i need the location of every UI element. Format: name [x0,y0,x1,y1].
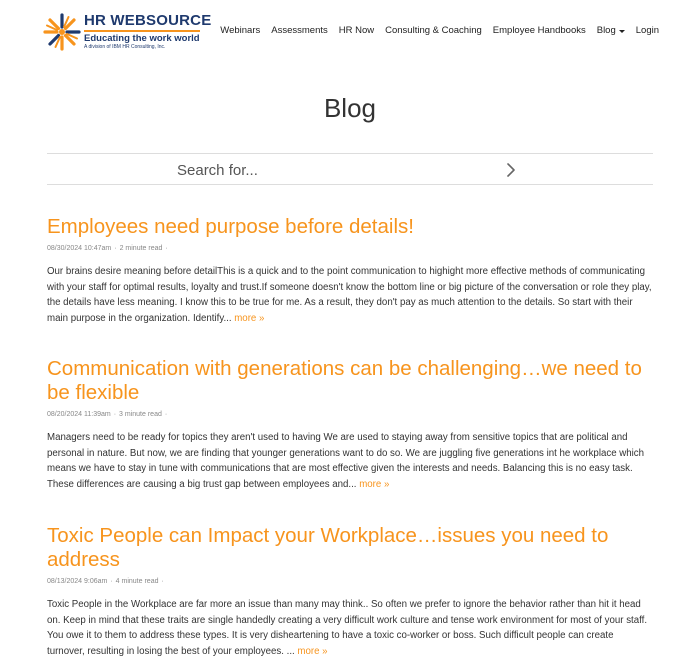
post-title-link[interactable]: Employees need purpose before details! [47,215,414,238]
blog-post [47,215,653,326]
post-meta [47,244,653,254]
nav-label: Webinars [220,25,261,36]
blog-post [47,357,653,492]
nav-label: Blog [596,25,616,36]
post-title-link[interactable]: Communication with generations can be challenging…we need to be flexible [47,357,642,404]
search-bar [47,153,653,185]
logo-subtitle: A division of IBM HR Consulting, Inc. [84,44,166,50]
logo-tagline: Educating the work world [84,33,200,44]
post-read-time: 3 minute read [119,411,162,418]
post-meta [47,577,653,587]
more-link[interactable]: more » [359,478,390,490]
site-logo[interactable] [42,12,212,52]
nav-assessments[interactable] [271,25,328,36]
starburst-logo-icon [42,12,82,52]
excerpt-text: Managers need to be ready for topics they aren't used to having We are used to staying away from sensitive topics that are political and personal in nature. But now, we are finding that younger generations want to do so. We are juggling five generations int he workplace which means we have to stay in tune with communications that are most effective given the interests and needs. Balancing this is no easy task. These differences are causing a big trust gap between employees and... [47,432,645,490]
main-nav [209,25,659,36]
logo-underline [84,30,200,32]
nav-label: Employee Handbooks [492,25,586,36]
blog-post [47,524,653,659]
post-date: 08/13/2024 9:06am [47,578,108,585]
meta-separator: · [113,411,117,418]
nav-login[interactable] [636,25,659,36]
nav-hr-now[interactable] [339,25,374,36]
nav-label: HR Now [338,25,375,36]
meta-separator: · [165,245,168,252]
caret-down-icon [619,30,625,33]
post-excerpt [47,430,653,492]
nav-label: Login [635,25,659,36]
page-title: Blog [323,93,377,123]
excerpt-text: Toxic People in the Workplace are far more an issue than many may think.. So often we prefer to ignore the behavior rather than hit it head on. Keep in mind that these traits are single handedly creating a very difficult work culture and tense work environment for most of your staff. You owe it to them to address these types. It is very disheartening to have a toxic co-worker or boss. Such difficult people can create turnover, resulting in losing the best of your employees. ... [47,599,648,657]
post-date: 08/20/2024 11:39am [47,411,111,418]
nav-label: Consulting & Coaching [385,25,482,36]
chevron-right-icon[interactable] [503,161,519,179]
meta-separator: · [164,411,168,418]
meta-separator: · [110,578,113,585]
post-meta [47,410,653,420]
nav-blog-dropdown[interactable] [597,25,625,36]
post-read-time: 2 minute read [119,245,163,252]
logo-text [84,12,211,51]
meta-separator: · [114,245,117,252]
meta-separator: · [161,578,164,585]
nav-consulting-coaching[interactable] [385,25,482,36]
excerpt-text: Our brains desire meaning before detailThis is a quick and to the point communication to highight more effective methods of communicating with your staff for optimal results, loyalty and trust.If someone doesn't know the bottom line or big picture of the conversation or role they play, the details have less meaning. I know this to be true for me. As a result, they don't pay as much attention to the details. So start with their main purpose in the organization. Identify... [47,266,652,324]
more-link[interactable]: more » [234,312,265,324]
post-title-link[interactable]: Toxic People can Impact your Workplace…issues you need to address [47,524,609,571]
nav-label: Assessments [271,25,328,36]
logo-title: HR WEBSOURCE [84,12,212,29]
post-read-time: 4 minute read [115,578,159,585]
site-header [0,0,700,64]
nav-employee-handbooks[interactable] [493,25,586,36]
nav-webinars[interactable] [220,25,260,36]
post-excerpt [47,597,653,659]
search-input[interactable] [177,159,497,181]
more-link[interactable]: more » [297,645,328,657]
post-excerpt [47,264,653,326]
post-date: 08/30/2024 10:47am [47,245,112,252]
